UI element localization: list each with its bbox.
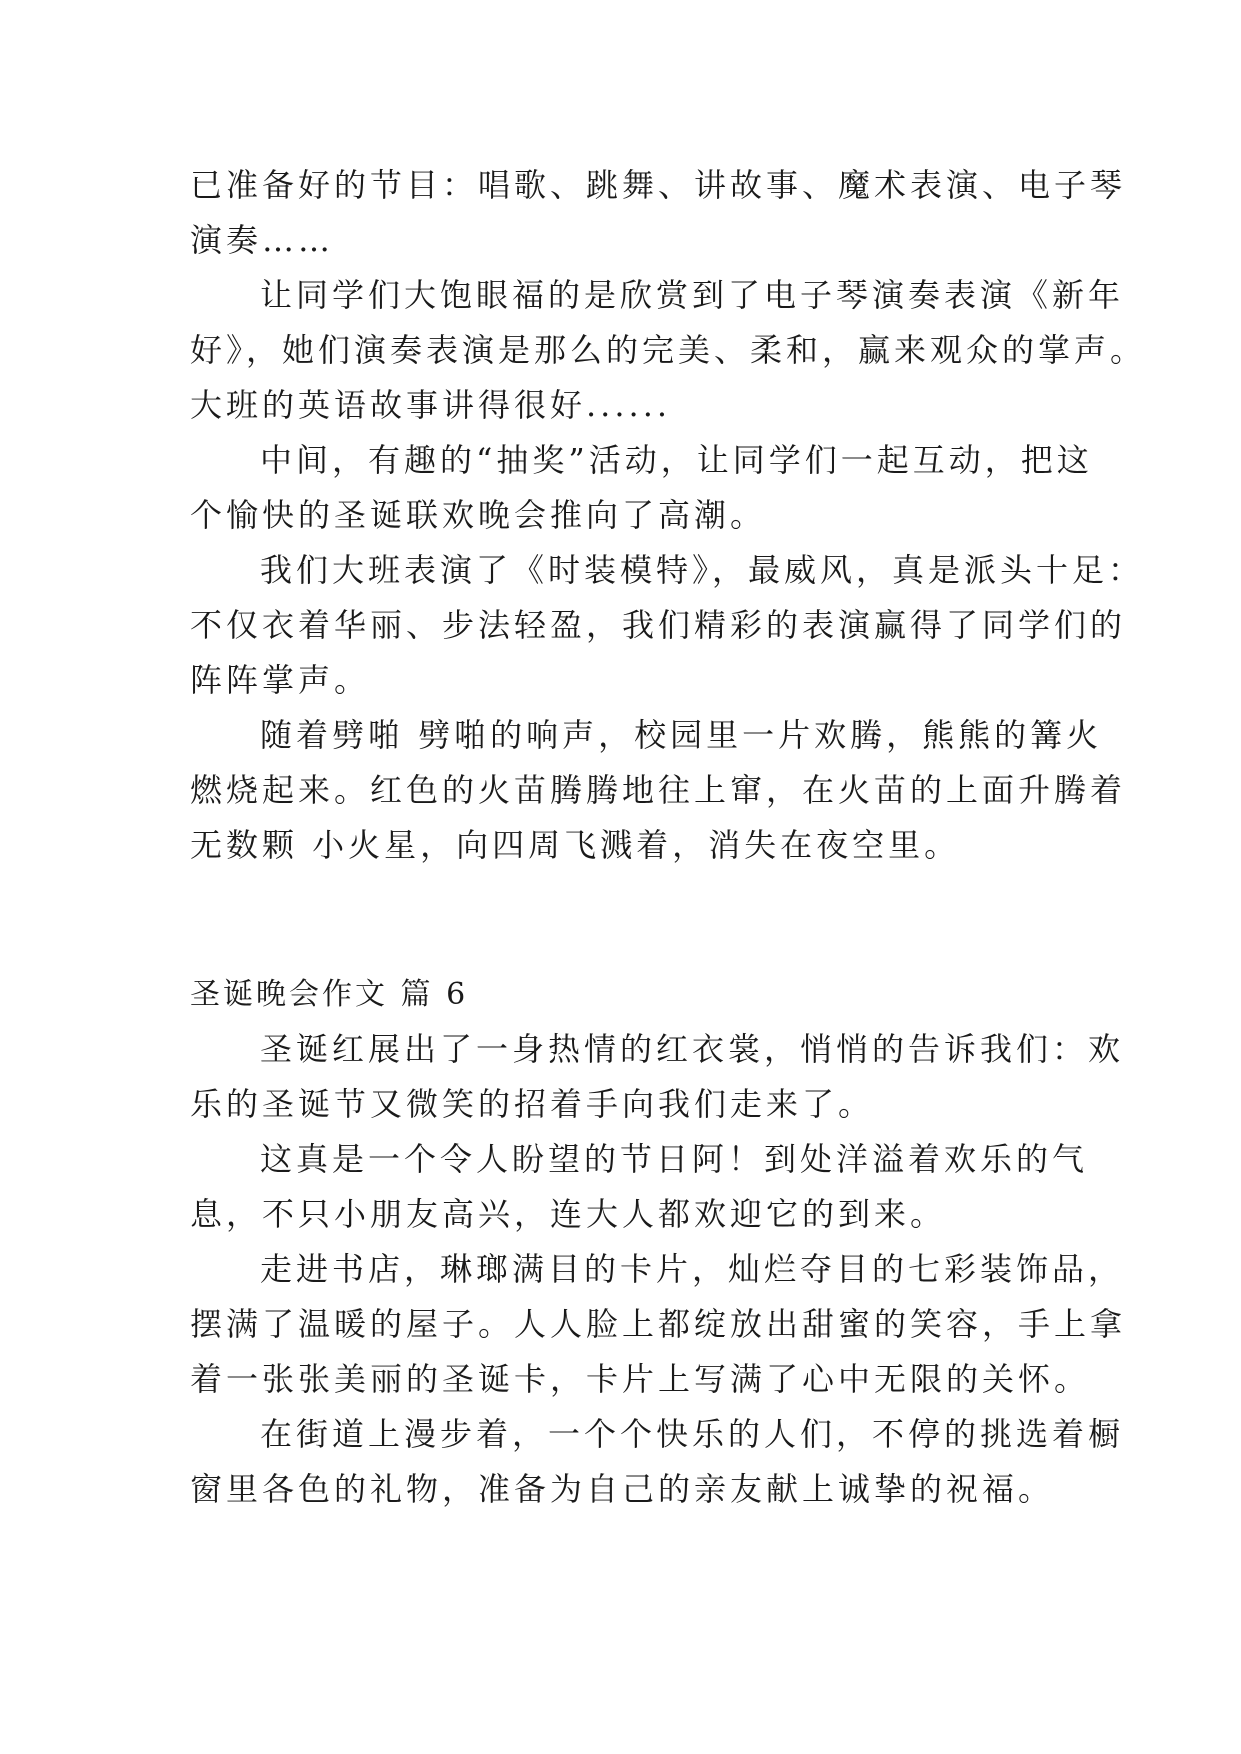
text-line: 个愉快的圣诞联欢晚会推向了高潮。 bbox=[190, 496, 767, 534]
paragraph-start-line: 让同学们大饱眼福的是欣赏到了电子琴演奏表演《新年 bbox=[260, 276, 1125, 314]
essay-body-part-2 bbox=[190, 1022, 1127, 1517]
essay-body-part-1 bbox=[190, 158, 1147, 873]
text-line: 无数颗 小火星，向四周飞溅着，消失在夜空里。 bbox=[190, 826, 961, 864]
paragraph-start-line: 走进书店，琳瑯满目的卡片，灿烂夺目的七彩装饰品， bbox=[260, 1250, 1125, 1288]
text-line: 好》，她们演奏表演是那么的完美、柔和，赢来观众的掌声。 bbox=[190, 331, 1147, 369]
text-line: 燃烧起来。红色的火苗腾腾地往上窜，在火苗的上面升腾着 bbox=[190, 771, 1127, 809]
text-line: 乐的圣诞节又微笑的招着手向我们走来了。 bbox=[190, 1085, 875, 1123]
text-line: 大班的英语故事讲得很好...... bbox=[190, 386, 672, 424]
text-line: 着一张张美丽的圣诞卡，卡片上写满了心中无限的关怀。 bbox=[190, 1360, 1091, 1398]
text-line: 演奏…… bbox=[190, 221, 335, 259]
text-line: 阵阵掌声。 bbox=[190, 661, 371, 699]
text-line: 息，不只小朋友高兴，连大人都欢迎它的到来。 bbox=[190, 1195, 947, 1233]
paragraph-start-line: 在街道上漫步着，一个个快乐的人们，不停的挑选着橱 bbox=[260, 1415, 1125, 1453]
paragraph-start-line: 中间，有趣的“抽奖”活动，让同学们一起互动，把这 bbox=[260, 441, 1093, 479]
text-line: 不仅衣着华丽、步法轻盈，我们精彩的表演赢得了同学们的 bbox=[190, 606, 1127, 644]
paragraph-start-line: 这真是一个令人盼望的节日阿！到处洋溢着欢乐的气 bbox=[260, 1140, 1089, 1178]
paragraph-start-line: 我们大班表演了《时装模特》，最威风，真是派头十足： bbox=[260, 551, 1145, 589]
section-heading: 圣诞晚会作文 篇 6 bbox=[190, 977, 469, 1012]
text-line: 已准备好的节目：唱歌、跳舞、讲故事、魔术表演、电子琴 bbox=[190, 166, 1127, 204]
text-line: 窗里各色的礼物，准备为自己的亲友献上诚挚的祝福。 bbox=[190, 1470, 1055, 1508]
paragraph-start-line: 圣诞红展出了一身热情的红衣裳，悄悄的告诉我们：欢 bbox=[260, 1030, 1125, 1068]
paragraph-start-line: 随着劈啪 劈啪的响声，校园里一片欢腾，熊熊的篝火 bbox=[260, 716, 1103, 754]
text-line: 摆满了温暖的屋子。人人脸上都绽放出甜蜜的笑容，手上拿 bbox=[190, 1305, 1127, 1343]
